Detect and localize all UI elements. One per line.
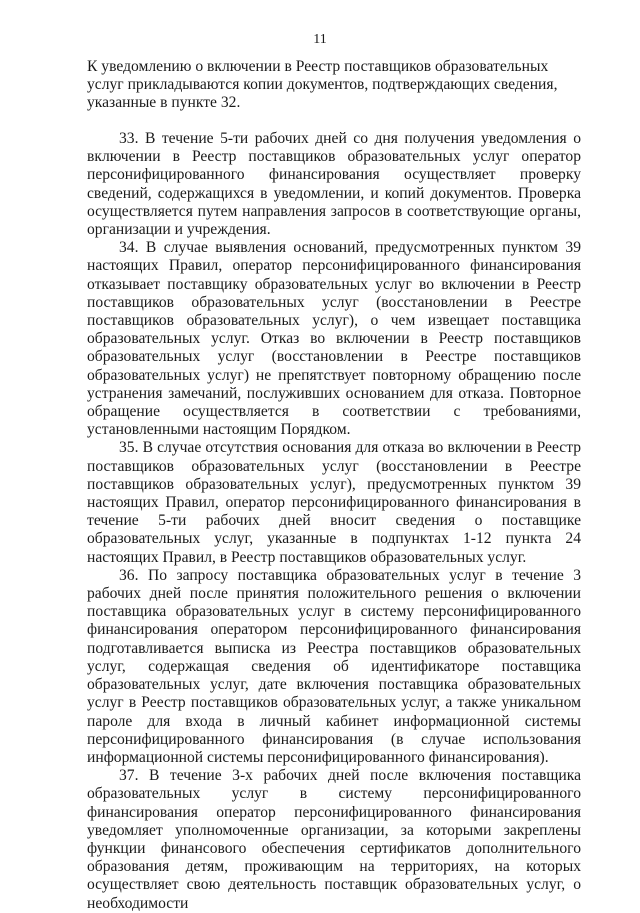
paragraph-33: 33. В течение 5-ти рабочих дней со дня получения уведомления о включении в Реестр поставщиков образовательных услуг оператор персонифицированного финансирования осуществляет проверку сведений, содержащихся в уведомлении, и копий документов. Проверка осуществляется путем направления запросов в соответствующие органы, организации и учреждения. — [87, 130, 581, 239]
page-number: 11 — [313, 32, 327, 47]
paragraph-36: 36. По запросу поставщика образовательных услуг в течение 3 рабочих дней после принятия положительного решения о включении поставщика образовательных услуг в систему персонифицированного финансирования оператором персонифицированного финансирования подготавливается выписка из Реестра поставщиков образовательных услуг, содержащая сведения об идентификаторе поставщика образовательных услуг, дате включения поставщика образовательных услуг в Реестр поставщиков образовательных услуг, а также уникальном пароле для входа в личный кабинет информационной системы персонифицированного финансирования (в случае использования информационной системы персонифицированного финансирования). — [87, 566, 581, 766]
document-body — [87, 130, 581, 913]
paragraph-34: 34. В случае выявления оснований, предусмотренных пунктом 39 настоящих Правил, оператор персонифицированного финансирования отказывает поставщику образовательных услуг во включении в Реестр поставщиков образовательных услуг (восстановлении в Реестре поставщиков образовательных услуг), о чем извещает поставщика образовательных услуг. Отказ во включении в Реестр поставщиков образовательных услуг (восстановлении в Реестре поставщиков образовательных услуг) не препятствует повторному обращению после устранения замечаний, послуживших основанием для отказа. Повторное обращение осуществляется в соответствии с требованиями, установленными настоящим Порядком. — [87, 239, 581, 439]
paragraph-37: 37. В течение 3-х рабочих дней после включения поставщика образовательных услуг в систему персонифицированного финансирования оператор персонифицированного финансирования уведомляет уполномоченные организации, за которыми закреплены функции финансового обеспечения сертификатов дополнительного образования детям, проживающим на территориях, на которых осуществляет свою деятельность поставщик образовательных услуг, о необходимости — [87, 767, 581, 912]
paragraph-35: 35. В случае отсутствия основания для отказа во включении в Реестр поставщиков образовательных услуг (восстановлении в Реестре поставщиков образовательных услуг), предусмотренных пунктом 39 настоящих Правил, оператор персонифицированного финансирования в течение 5-ти рабочих дней вносит сведения о поставщике образовательных услуг, указанные в подпунктах 1-12 пункта 24 настоящих Правил, в Реестр поставщиков образовательных услуг. — [87, 439, 581, 566]
intro-paragraph: К уведомлению о включении в Реестр поставщиков образовательных услуг прикладываются копии документов, подтверждающих сведения, указанные в пункте 32. — [87, 58, 558, 112]
